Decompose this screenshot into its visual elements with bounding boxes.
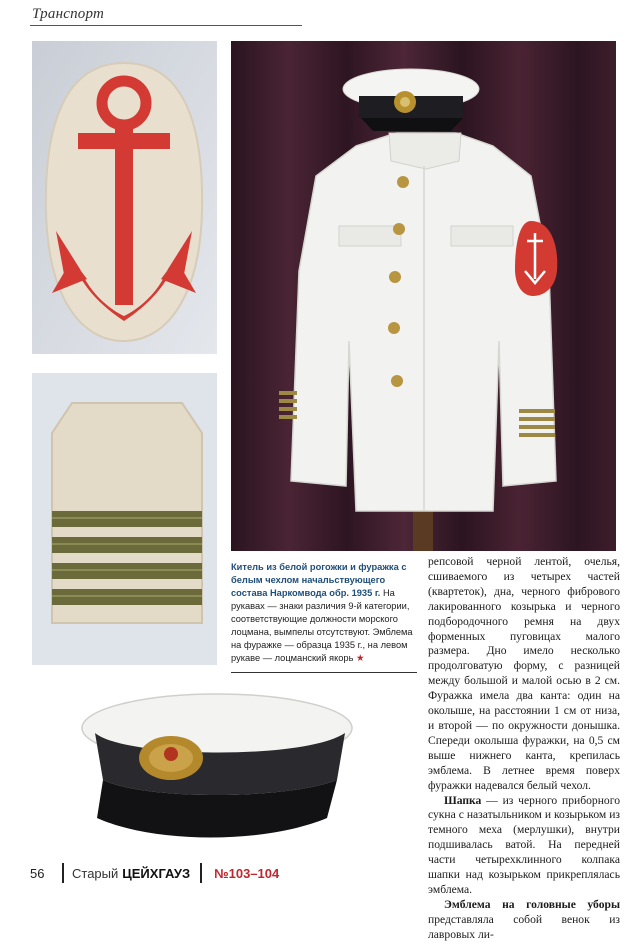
caption-text: На рукавах — знаки различия 9-й категории, соответствующие должности морского лоцмана, вымпелы отсутствуют. Эмблема на фуражке — образца 1935 г., на левом рукаве — лоцманский якорь xyxy=(231,588,413,663)
paragraph-2 xyxy=(428,794,620,898)
paragraph-2-text: — из черного приборного сукна с назатыльником и козырьком из темного меха (мерлушки), внутри подшивалась ватой. На передней части четырехклинного колпака шапки над козырьком прикреплялась эмблема. xyxy=(428,793,620,896)
page-footer xyxy=(30,862,279,884)
paragraph-3-text: представляла собой венок из лавровых ли- xyxy=(428,912,620,941)
section-title: Транспорт xyxy=(32,6,105,22)
caption-divider xyxy=(231,672,417,673)
tunic-photo xyxy=(231,41,616,551)
anchor-patch-photo xyxy=(32,41,217,354)
footer-separator-2 xyxy=(200,863,202,883)
paragraph-3 xyxy=(428,898,620,943)
magazine-name-part1: Старый xyxy=(72,865,119,881)
paragraph-3-bold: Эмблема на головные уборы xyxy=(444,897,620,911)
footer-separator xyxy=(62,863,64,883)
issue-number: №103–104 xyxy=(214,865,280,881)
article-column xyxy=(428,555,620,943)
photo-caption xyxy=(231,561,421,665)
paragraph-2-bold: Шапка xyxy=(444,793,482,807)
magazine-name-part2: ЦЕЙХГАУЗ xyxy=(122,865,191,881)
section-header xyxy=(30,4,302,26)
star-icon: ★ xyxy=(356,653,365,663)
paragraph-1: репсовой черной лентой, очелья, сшиваемого из четырех частей (квартеток), дна, черного фибрового лакированного козырька и черного подбородочного ремня на двух форменных пуговицах малого размера. Дно имело несколько продолговатую форму, с разницей между большой и малой осью в 2 см. Фуражка имела два канта: один на околыше, на расстоянии 1 см от низа, и второй — по окружности донышка. Спереди околыша фуражки, на 0,5 см выше нижнего канта, крепилась эмблема. В летнее время поверх фуражки надевался белый чехол. xyxy=(428,555,620,792)
caption-bold: Китель из белой рогожки и фуражка с белым чехлом начальствующего состава Наркомвода обр. 1935 г. xyxy=(231,562,407,598)
cap-photo xyxy=(75,688,360,846)
sleeve-stripes-photo xyxy=(32,373,217,665)
page-number: 56 xyxy=(30,865,45,881)
